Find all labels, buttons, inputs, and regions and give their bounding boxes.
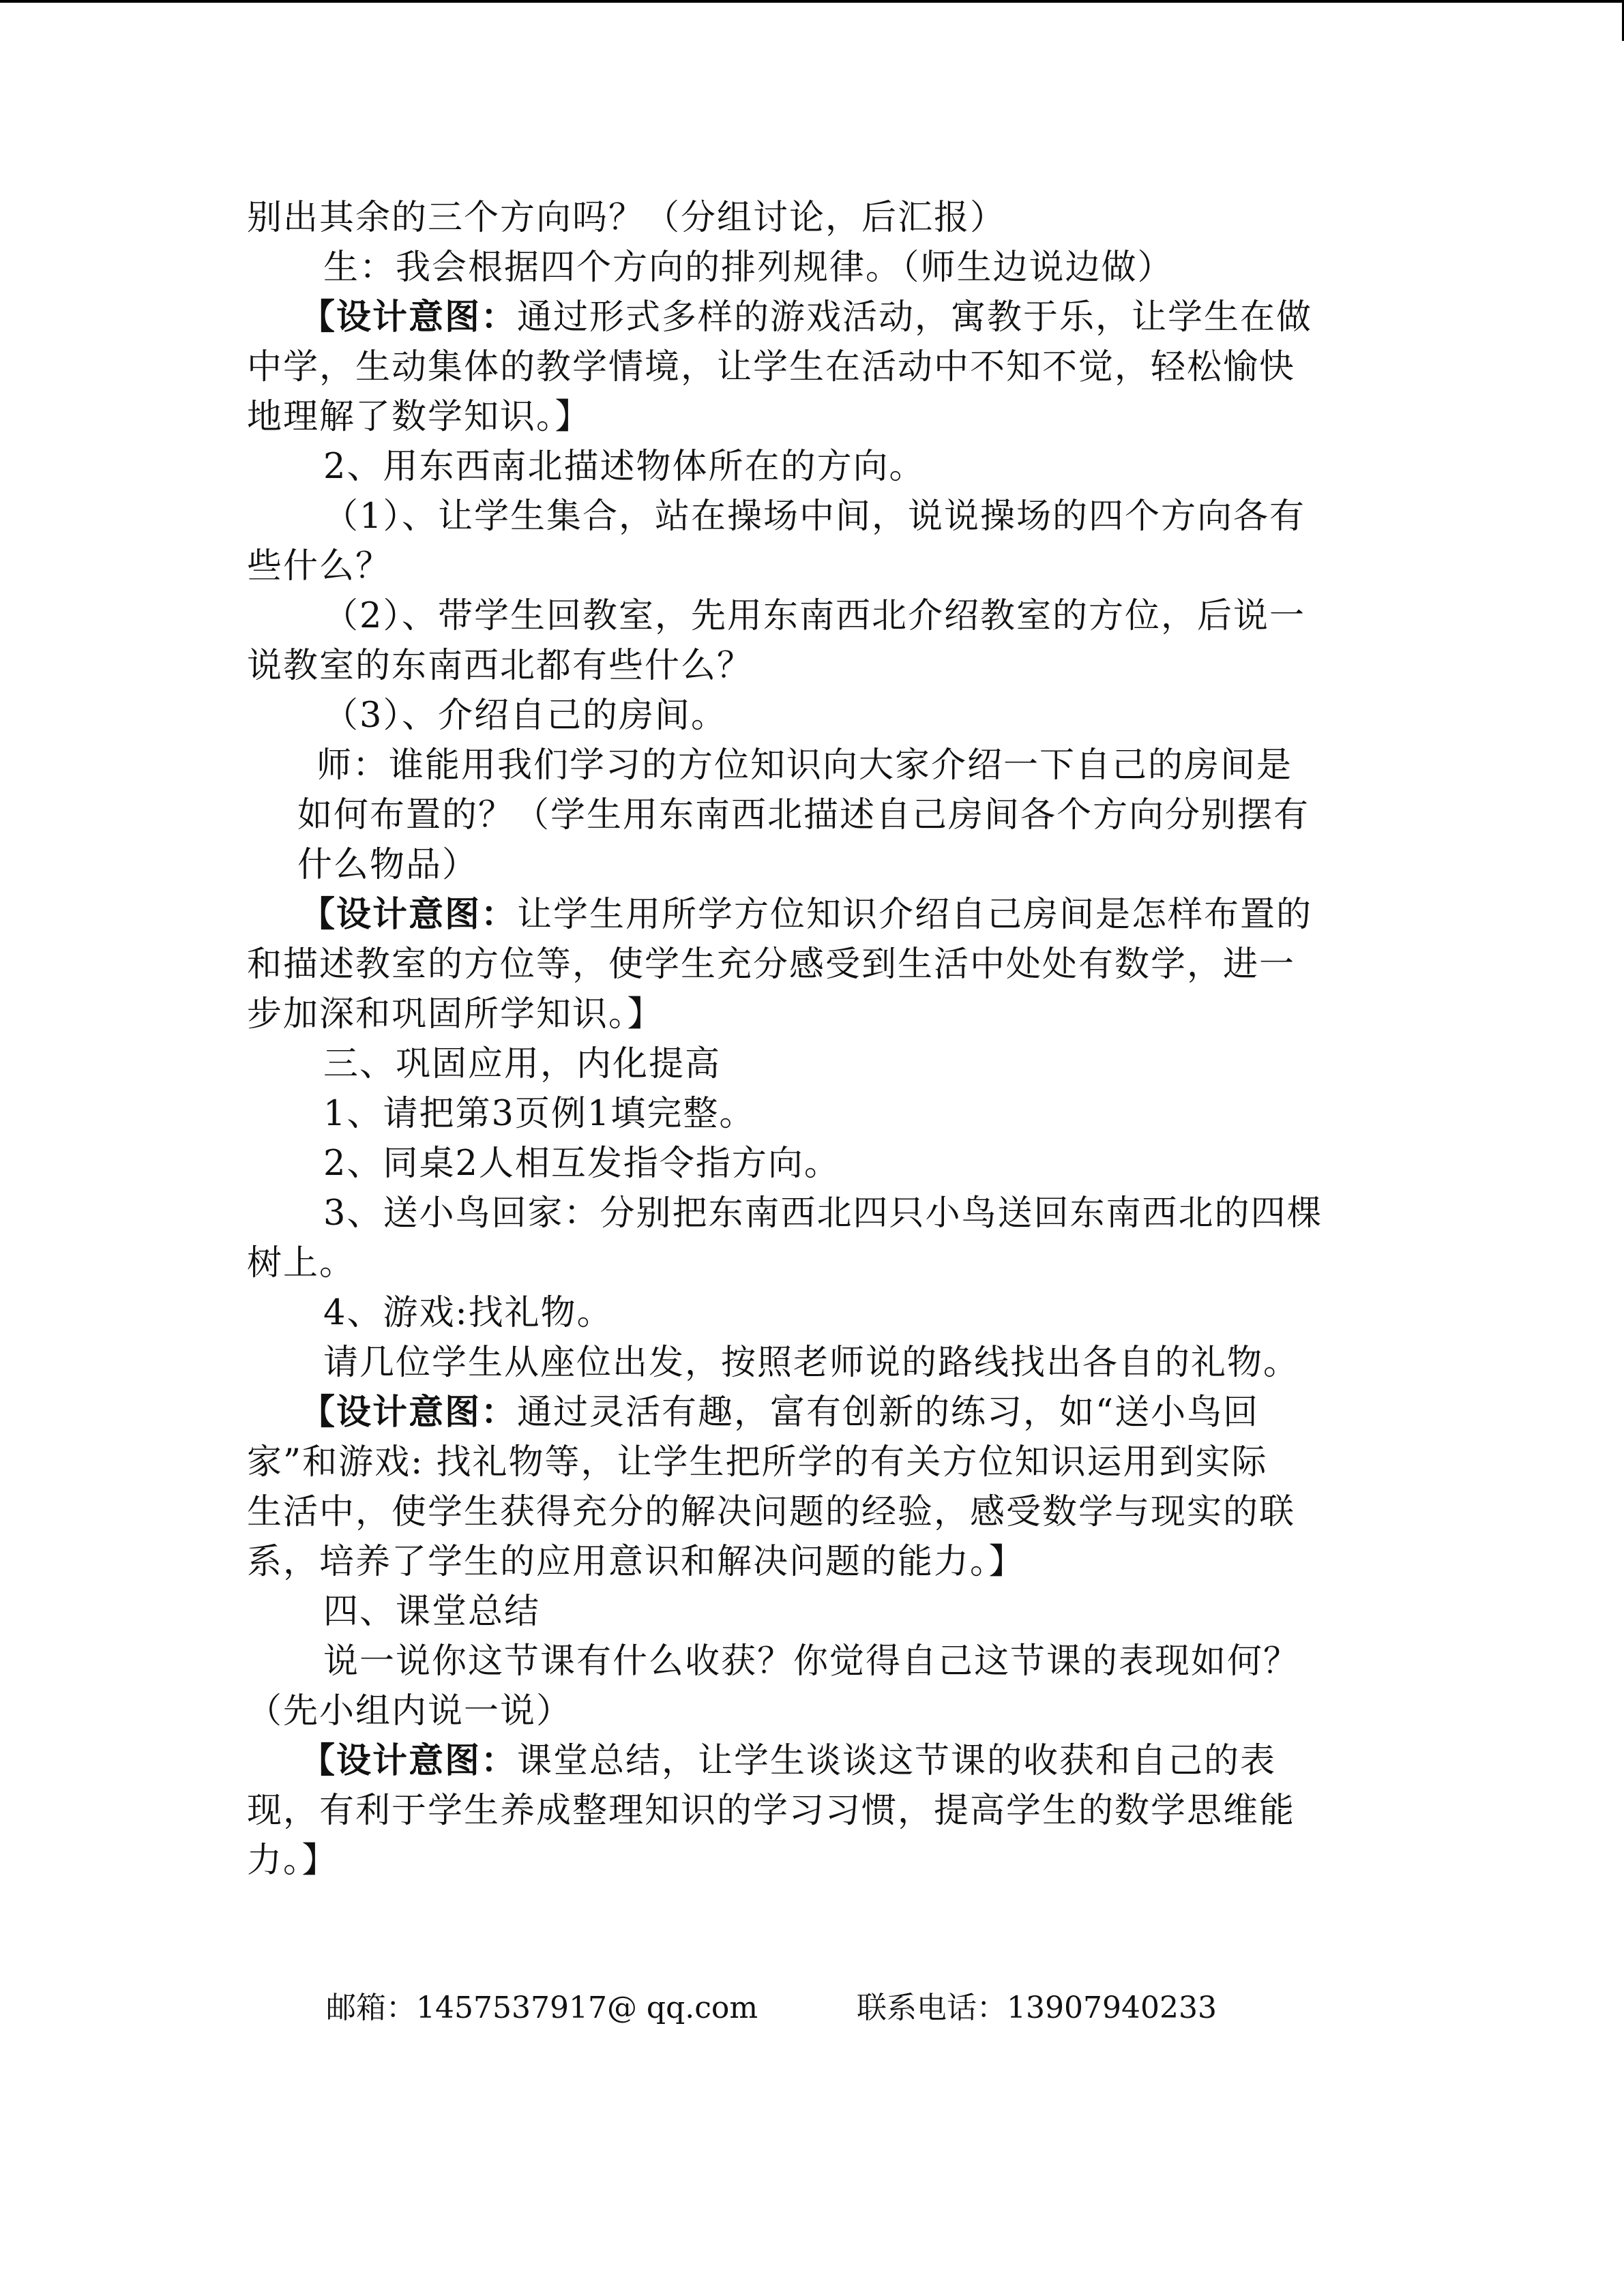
line-text: 地理解了数学知识。】 bbox=[247, 397, 591, 437]
line-text: 3、送小鸟回家：分别把东南西北四只小鸟送回东南西北的四棵 bbox=[323, 1193, 1323, 1234]
email-address[interactable]: 1457537917@ qq.com bbox=[416, 1991, 758, 2025]
line-text: 4、游戏:找礼物。 bbox=[323, 1293, 613, 1333]
text-line bbox=[247, 591, 1379, 641]
text-line bbox=[247, 193, 1379, 243]
line-text: 课堂总结，让学生谈谈这节课的收获和自己的表 bbox=[517, 1741, 1277, 1781]
line-text: （3）、介绍自己的房间。 bbox=[323, 696, 727, 736]
text-line bbox=[247, 392, 1379, 442]
line-text: 四、课堂总结 bbox=[323, 1592, 541, 1632]
line-text: 树上。 bbox=[247, 1243, 356, 1283]
email-label: 邮箱： bbox=[326, 1991, 416, 2025]
phone-number: 13907940233 bbox=[1007, 1991, 1217, 2025]
text-line bbox=[247, 1338, 1379, 1388]
line-text: （2）、带学生回教室，先用东南西北介绍教室的方位，后说一 bbox=[323, 596, 1305, 636]
text-line bbox=[247, 790, 1379, 840]
line-text: 步加深和巩固所学知识。】 bbox=[247, 994, 664, 1034]
footer-email bbox=[326, 1988, 758, 2029]
line-text: 三、巩固应用，内化提高 bbox=[323, 1044, 722, 1084]
line-text: 通过形式多样的游戏活动，寓教于乐，让学生在做 bbox=[517, 297, 1313, 338]
design-intent-label: 【设计意图： bbox=[300, 1392, 518, 1433]
text-line bbox=[247, 492, 1379, 541]
line-text: 师：谁能用我们学习的方位知识向大家介绍一下自己的房间是 bbox=[316, 745, 1293, 786]
line-text: 中学，生动集体的教学情境，让学生在活动中不知不觉，轻松愉快 bbox=[247, 347, 1296, 387]
text-line bbox=[247, 691, 1379, 741]
line-text: 2、用东西南北描述物体所在的方向。 bbox=[323, 447, 926, 487]
line-text: （先小组内说一说） bbox=[247, 1691, 573, 1731]
text-line bbox=[247, 243, 1379, 293]
text-line bbox=[247, 1139, 1379, 1189]
design-intent-line bbox=[247, 1736, 1379, 1786]
text-line bbox=[247, 1637, 1379, 1686]
text-line bbox=[247, 1089, 1379, 1139]
line-text: 些什么？ bbox=[247, 546, 392, 586]
line-text: 系，培养了学生的应用意识和解决问题的能力。】 bbox=[247, 1542, 1025, 1582]
text-line bbox=[247, 442, 1379, 492]
text-line bbox=[247, 1039, 1379, 1089]
line-text: 别出其余的三个方向吗？（分组讨论，后汇报） bbox=[247, 198, 1007, 238]
design-intent-label: 【设计意图： bbox=[300, 297, 518, 338]
text-line bbox=[247, 1189, 1379, 1238]
phone-label: 联系电话： bbox=[857, 1991, 1007, 2025]
text-line bbox=[247, 1288, 1379, 1338]
text-line bbox=[247, 840, 1379, 890]
text-line bbox=[247, 1487, 1379, 1537]
line-text: 现，有利于学生养成整理知识的学习习惯，提高学生的数学思维能 bbox=[247, 1791, 1296, 1831]
top-border-rule bbox=[0, 0, 1624, 3]
text-line bbox=[247, 1786, 1379, 1836]
line-text: 2、同桌2人相互发指令指方向。 bbox=[323, 1144, 840, 1184]
text-line bbox=[247, 1238, 1379, 1288]
text-line bbox=[247, 1836, 1379, 1885]
text-line bbox=[247, 741, 1379, 790]
text-line bbox=[247, 1437, 1379, 1487]
text-line bbox=[247, 641, 1379, 691]
line-text: 和描述教室的方位等，使学生充分感受到生活中处处有数学，进一 bbox=[247, 944, 1296, 985]
design-intent-line bbox=[247, 293, 1379, 342]
line-text: 让学生用所学方位知识介绍自己房间是怎样布置的 bbox=[517, 895, 1313, 935]
line-text: 家”和游戏: 找礼物等，让学生把所学的有关方位知识运用到实际 bbox=[247, 1442, 1268, 1482]
line-text: 生活中，使学生获得充分的解决问题的经验，感受数学与现实的联 bbox=[247, 1492, 1296, 1532]
line-text: 生：我会根据四个方向的排列规律。（师生边说边做） bbox=[323, 248, 1174, 288]
line-text: 请几位学生从座位出发，按照老师说的路线找出各自的礼物。 bbox=[323, 1343, 1300, 1383]
design-intent-label: 【设计意图： bbox=[300, 894, 518, 935]
line-text: 1、请把第3页例1填完整。 bbox=[323, 1094, 756, 1134]
text-line bbox=[247, 1587, 1379, 1637]
line-text: 如何布置的？（学生用东南西北描述自己房间各个方向分别摆有 bbox=[297, 795, 1310, 835]
text-line bbox=[247, 1537, 1379, 1587]
line-text: （1）、让学生集合，站在操场中间，说说操场的四个方向各有 bbox=[323, 496, 1305, 537]
text-line bbox=[247, 940, 1379, 989]
text-line bbox=[247, 342, 1379, 392]
design-intent-label: 【设计意图： bbox=[300, 1740, 518, 1781]
design-intent-line bbox=[247, 1388, 1379, 1437]
line-text: 说一说你这节课有什么收获？你觉得自己这节课的表现如何？ bbox=[323, 1641, 1300, 1682]
text-line bbox=[247, 541, 1379, 591]
document-body bbox=[247, 193, 1379, 1885]
line-text: 通过灵活有趣，富有创新的练习，如“送小鸟回 bbox=[517, 1392, 1260, 1433]
text-line bbox=[247, 989, 1379, 1039]
text-line bbox=[247, 1686, 1379, 1736]
footer-phone bbox=[857, 1988, 1217, 2029]
line-text: 力。】 bbox=[247, 1840, 338, 1881]
line-text: 说教室的东南西北都有些什么？ bbox=[247, 646, 754, 686]
design-intent-line bbox=[247, 890, 1379, 940]
line-text: 什么物品） bbox=[297, 845, 479, 885]
